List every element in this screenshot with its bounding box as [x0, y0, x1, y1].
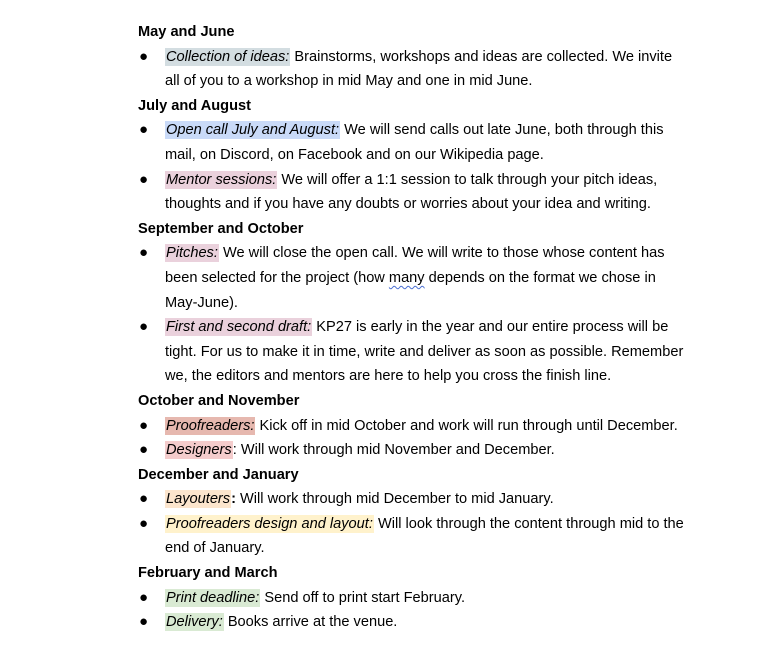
item-label: Proofreaders design and layout:: [166, 515, 373, 532]
list-item: [138, 168, 688, 217]
bullet-icon: ●: [139, 244, 149, 262]
bullet-icon: ●: [139, 588, 149, 606]
bullet-icon: ●: [139, 170, 149, 188]
item-text: We will send calls out late June, both through this mail, on Discord, on Facebook and on our Wikipedia page.: [165, 122, 664, 163]
bullet-icon: ●: [139, 441, 149, 459]
section-heading: December and January: [138, 466, 299, 483]
document-body[interactable]: [138, 20, 688, 635]
bullet-icon: ●: [139, 416, 149, 434]
item-label: Proofreaders:: [166, 417, 255, 434]
item-text: Send off to print start February.: [260, 589, 465, 606]
item-list: [138, 414, 688, 463]
item-text: Kick off in mid October and work will run through until December.: [255, 417, 678, 434]
section-heading: October and November: [138, 392, 300, 409]
item-text: Books arrive at the venue.: [223, 614, 398, 631]
item-list: [138, 487, 688, 561]
item-list: [138, 586, 688, 635]
bullet-icon: ●: [139, 613, 149, 631]
item-label: Mentor sessions:: [166, 171, 277, 188]
section-heading: February and March: [138, 565, 278, 582]
item-list: [138, 118, 688, 216]
item-label: Print deadline:: [166, 589, 260, 606]
section-heading: September and October: [138, 220, 304, 237]
bullet-icon: ●: [139, 47, 149, 65]
item-label: First and second draft:: [166, 319, 312, 336]
item-text: We will offer a 1:1 session to talk through your pitch ideas, thoughts and if you have any doubts or worries about your idea and writing.: [165, 171, 658, 213]
list-item: [138, 487, 688, 512]
item-label: Layouters: [166, 491, 231, 508]
list-item: [138, 241, 688, 315]
list-item: [138, 45, 688, 94]
list-item: [138, 118, 688, 167]
bullet-icon: ●: [139, 121, 149, 139]
bullet-icon: ●: [139, 318, 149, 336]
list-item: [138, 512, 688, 561]
list-item: [138, 315, 688, 389]
item-text: KP27 is early in the year and our entire process will be tight. For us to make it in time, write and deliver as soon as possible. Remember we, the editors and mentors are here to help you cross the finish line.: [165, 319, 684, 385]
item-label: Open call July and August:: [166, 122, 340, 139]
item-text: Brainstorms, workshops and ideas are collected. We invite all of you to a workshop in mid May and one in mid June.: [165, 48, 673, 90]
item-list: [138, 241, 688, 389]
list-item: [138, 586, 688, 611]
item-label: Designers: [166, 442, 232, 459]
item-text: We will close the open call. We will write to those whose content has been selected for the project (how: [165, 245, 665, 286]
spellcheck-flagged-word[interactable]: many: [388, 269, 425, 286]
section-heading: July and August: [138, 97, 251, 114]
item-label-suffix: :: [231, 491, 236, 508]
section-heading: May and June: [138, 24, 235, 40]
bullet-icon: ●: [139, 490, 149, 508]
item-label: Collection of ideas:: [166, 48, 290, 65]
item-text: Will look through the content through mid to the end of January.: [165, 515, 684, 557]
list-item: [138, 438, 688, 463]
list-item: [138, 414, 688, 439]
item-label: Pitches:: [166, 245, 218, 262]
item-text: depends on the format we chose in May-June).: [165, 269, 656, 311]
item-list: [138, 45, 688, 94]
item-label: Delivery:: [166, 614, 223, 631]
list-item: [138, 610, 688, 635]
bullet-icon: ●: [139, 514, 149, 532]
item-text: Will work through mid December to mid January.: [235, 491, 554, 508]
item-text: Will work through mid November and December.: [236, 442, 555, 459]
item-label-suffix: :: [232, 442, 237, 459]
